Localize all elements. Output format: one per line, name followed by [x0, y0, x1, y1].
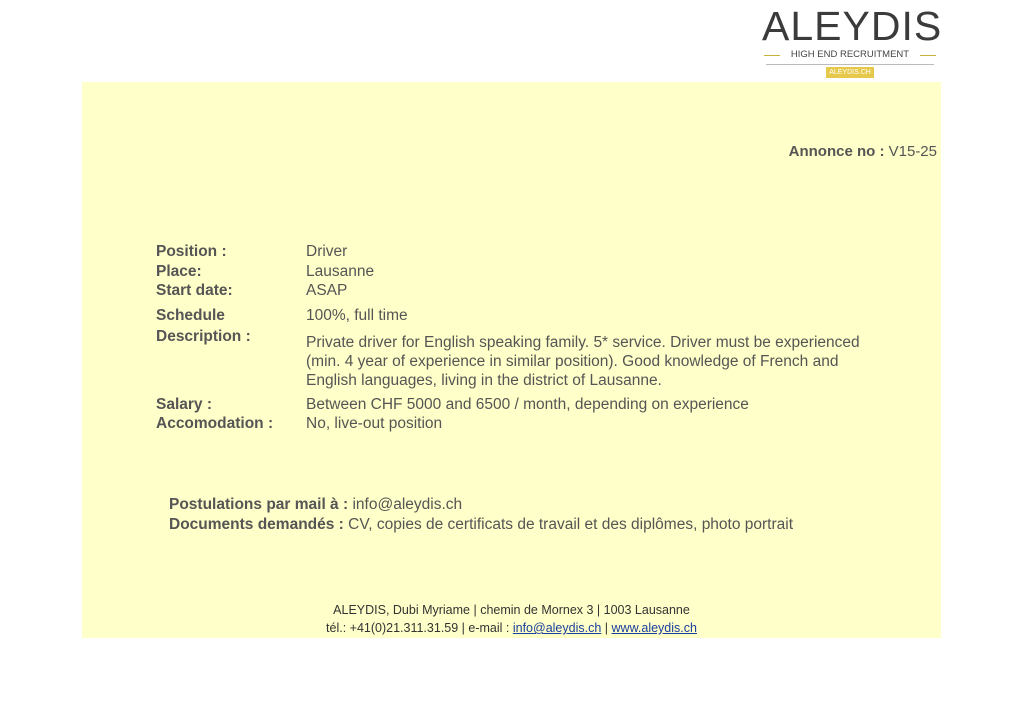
position-label: Position : — [156, 243, 227, 260]
annonce-value: V15-25 — [888, 143, 937, 160]
start-date-value: ASAP — [306, 282, 348, 299]
job-ad-panel — [82, 82, 941, 638]
mail-value: info@aleydis.ch — [352, 496, 463, 513]
accomodation-label: Accomodation : — [156, 415, 274, 432]
application-documents — [169, 515, 793, 534]
place-value: Lausanne — [306, 263, 375, 280]
salary-label: Salary : — [156, 396, 213, 413]
footer-separator: | — [604, 621, 609, 635]
documents-label: Documents demandés : — [169, 516, 344, 533]
annonce-number — [789, 143, 937, 161]
schedule-value: 100%, full time — [306, 307, 408, 324]
footer-email-link[interactable]: info@aleydis.ch — [512, 621, 602, 635]
logo-brand: ALEYDIS — [762, 3, 943, 49]
annonce-label: Annonce no : — [788, 143, 885, 160]
start-date-label: Start date: — [156, 282, 233, 299]
accomodation-value: No, live-out position — [306, 415, 443, 432]
documents-value: CV, copies de certificats de travail et des diplômes, photo portrait — [348, 516, 794, 533]
logo-site-badge: ALEYDIS.CH — [826, 67, 874, 78]
place-label: Place: — [156, 263, 202, 280]
logo-divider — [766, 64, 934, 65]
description-value: Private driver for English speaking family. 5* service. Driver must be experienced (min. 4 year of experience in similar position). Good knowledge of French and English languages, living in the district of Lausanne. — [306, 334, 860, 389]
footer-website-link[interactable]: www.aleydis.ch — [611, 621, 697, 635]
logo-tagline: HIGH END RECRUITMENT — [790, 49, 910, 60]
footer-address: ALEYDIS, Dubi Myriame | chemin de Mornex 3 | 1003 Lausanne — [333, 603, 690, 617]
position-value: Driver — [306, 243, 348, 260]
footer-phone: tél.: +41(0)21.311.31.59 | e-mail : — [326, 621, 510, 635]
salary-value: Between CHF 5000 and 6500 / month, depending on experience — [306, 396, 749, 413]
aleydis-logo — [762, 3, 943, 78]
footer-contact — [82, 620, 941, 637]
mail-label: Postulations par mail à : — [169, 496, 349, 513]
schedule-label: Schedule — [156, 307, 225, 324]
application-mail — [169, 495, 462, 514]
description-label: Description : — [156, 328, 251, 345]
logo-rule-right — [920, 55, 936, 56]
